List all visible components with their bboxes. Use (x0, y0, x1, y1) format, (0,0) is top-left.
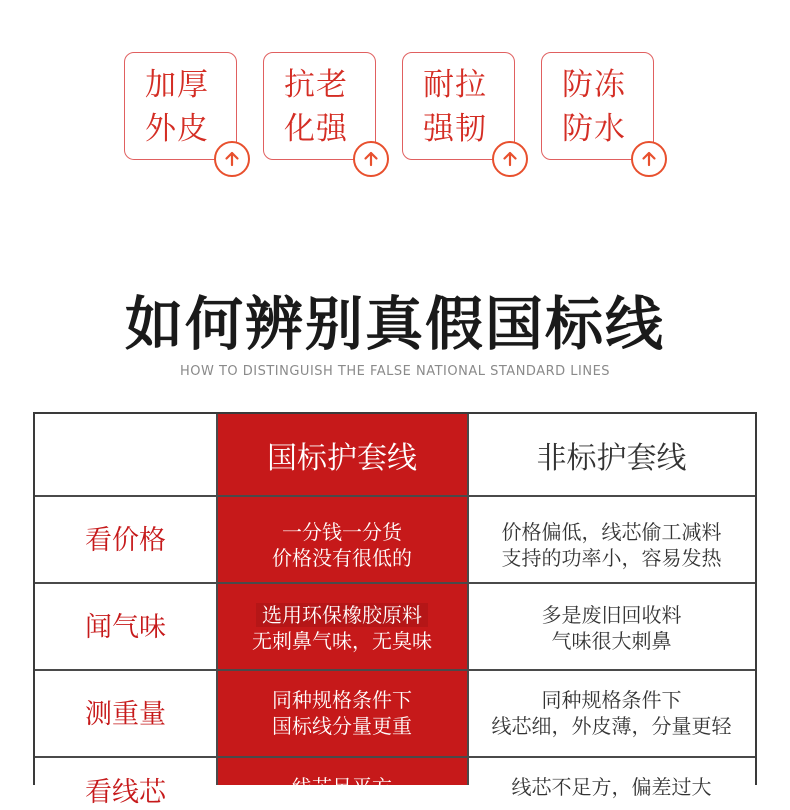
nonstandard-cell-core (468, 774, 755, 800)
row-label-price: 看价格 (85, 525, 166, 556)
cell-line: 国标线分量更重 (272, 714, 412, 738)
feature-badge-waterproof (541, 52, 654, 160)
feature-badges (0, 52, 790, 182)
feature-badge-anti-aging (263, 52, 376, 160)
cell-line: 线芯细，外皮薄，分量更轻 (491, 714, 732, 738)
section-subtitle: HOW TO DISTINGUISH THE FALSE NATIONAL STANDARD LINES (179, 364, 611, 379)
feature-line-2: 化强 (284, 111, 348, 147)
cell-line: 同种规格条件下 (541, 688, 682, 712)
row-divider (35, 495, 755, 497)
cell-line: 线芯不足方，偏差过大 (511, 775, 712, 799)
feature-badge-tensile (402, 52, 515, 160)
cell-line: 多是废旧回收料 (541, 603, 682, 627)
comparison-table (33, 412, 757, 808)
arrow-up-icon (353, 141, 389, 177)
cell-line: 价格没有很低的 (272, 546, 412, 570)
feature-line-1: 加厚 (145, 67, 209, 103)
standard-cell-price (216, 519, 468, 571)
arrow-up-icon (492, 141, 528, 177)
cell-line: 无刺鼻气味，无臭味 (252, 629, 432, 653)
arrow-up-icon (631, 141, 667, 177)
cell-line: 气味很大刺鼻 (551, 629, 672, 653)
arrow-up-icon (214, 141, 250, 177)
standard-cell-weight (216, 687, 468, 739)
row-divider (35, 756, 755, 758)
cell-line: 线芯足平方 (292, 775, 392, 799)
cell-line: 选用环保橡胶原料 (256, 603, 428, 627)
feature-line-1: 耐拉 (423, 67, 487, 103)
header-nonstandard: 非标护套线 (536, 441, 687, 476)
feature-line-2: 强韧 (423, 111, 487, 147)
feature-line-1: 防冻 (562, 67, 626, 103)
row-label-core: 看线芯 (85, 777, 166, 808)
feature-badge-thick-skin (124, 52, 237, 160)
row-divider (35, 582, 755, 584)
cell-line: 同种规格条件下 (272, 688, 412, 712)
cell-line: 支持的功率小，容易发热 (501, 546, 722, 570)
standard-cell-core (216, 774, 468, 800)
row-label-weight: 测重量 (85, 699, 166, 730)
feature-line-2: 外皮 (145, 111, 209, 147)
row-label-smell: 闻气味 (85, 612, 166, 643)
feature-line-2: 防水 (562, 111, 626, 147)
nonstandard-cell-weight (468, 687, 755, 739)
nonstandard-cell-smell (468, 602, 755, 654)
section-title: 如何辨别真假国标线 (124, 290, 665, 358)
row-divider (35, 669, 755, 671)
cell-line: 价格偏低，线芯偷工减料 (501, 520, 722, 544)
nonstandard-cell-price (468, 519, 755, 571)
feature-line-1: 抗老 (284, 67, 348, 103)
standard-cell-smell (216, 602, 468, 654)
cell-line: 一分钱一分货 (282, 520, 402, 544)
header-standard: 国标护套线 (267, 441, 417, 476)
